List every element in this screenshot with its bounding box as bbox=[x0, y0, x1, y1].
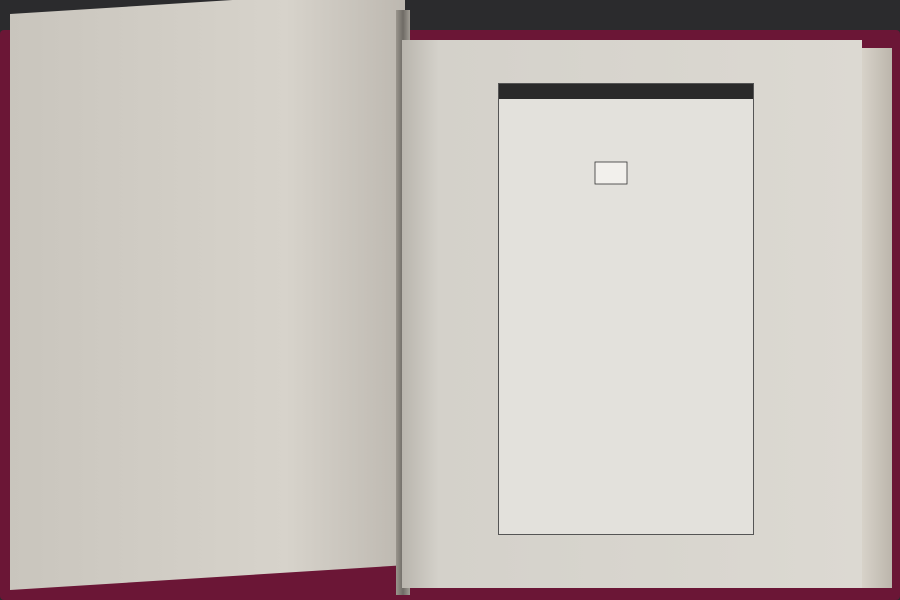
paragraph bbox=[128, 47, 400, 64]
local-representation-box bbox=[595, 162, 627, 184]
figure-title bbox=[499, 84, 753, 99]
paragraph bbox=[128, 47, 400, 64]
paragraph bbox=[128, 47, 400, 64]
right-running-head bbox=[808, 54, 822, 66]
paragraph bbox=[128, 47, 400, 64]
left-page bbox=[10, 0, 405, 590]
left-running-head bbox=[70, 49, 86, 62]
network-diagram bbox=[499, 100, 753, 380]
right-page bbox=[402, 40, 862, 588]
page-block-edge bbox=[860, 48, 892, 588]
left-body-text bbox=[128, 47, 400, 64]
paragraph bbox=[128, 47, 400, 64]
figure-box bbox=[498, 83, 754, 535]
